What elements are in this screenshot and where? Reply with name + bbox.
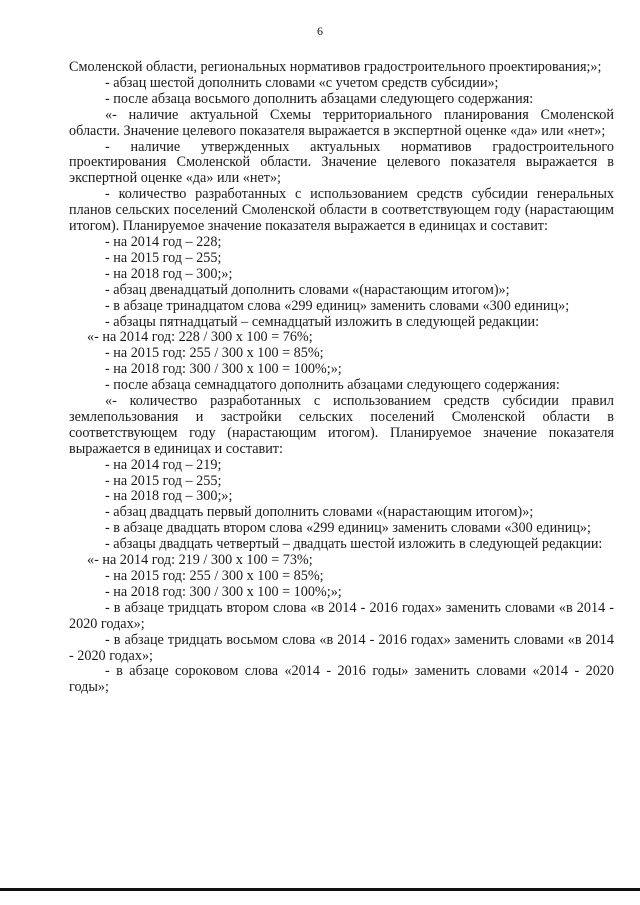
list-item: - на 2015 год: 255 / 300 х 100 = 85%; <box>105 345 324 362</box>
list-item: - на 2018 год: 300 / 300 х 100 = 100%;»; <box>105 583 342 600</box>
list-item: - на 2015 год – 255; <box>105 249 222 266</box>
list-item: - на 2015 год: 255 / 300 х 100 = 85%; <box>105 568 324 584</box>
list-item: - на 2014 год – 219; <box>105 456 222 473</box>
document-body <box>69 60 614 696</box>
paragraph: - количество разработанных с использованием средств субсидии генеральных планов сельских поселений Смоленской области в соответствующем году (нарастающим итогом). Планируемое значение показателя выражается в единицах и составит: <box>69 186 614 235</box>
list-item: «- на 2014 год: 219 / 300 х 100 = 73%; <box>87 552 313 569</box>
list-item: - на 2018 год: 300 / 300 х 100 = 100%;»; <box>105 361 342 378</box>
list-item: - на 2014 год – 228; <box>105 233 222 250</box>
paragraph: - в абзаце тридцать восьмом слова «в 2014 - 2016 годах» заменить словами «в 2014 - 2020 годах»; <box>69 631 614 664</box>
list-item: - на 2015 год – 255; <box>105 472 222 489</box>
paragraph: - абзац шестой дополнить словами «с учетом средств субсидии»; <box>105 74 499 91</box>
paragraph: - в абзаце тридцать втором слова «в 2014 - 2016 годах» заменить словами «в 2014 - 2020 годах»; <box>69 599 614 632</box>
paragraph: - абзацы двадцать четвертый – двадцать шестой изложить в следующей редакции: <box>105 536 603 553</box>
paragraph: - наличие утвержденных актуальных нормативов градостроительного проектирования Смоленской области. Значение целевого показателя выражается в экспертной оценке «да» или «нет»; <box>69 138 614 187</box>
paragraph: «- количество разработанных с использованием средств субсидии правил землепользования и застройки сельских поселений Смоленской области в соответствующем году (нарастающим итогом). Планируемое значение показателя выражается в единицах и составит: <box>69 393 614 457</box>
paragraph: - после абзаца семнадцатого дополнить абзацами следующего содержания: <box>105 377 560 394</box>
paragraph: «- наличие актуальной Схемы территориального планирования Смоленской области. Значение целевого показателя выражается в экспертной оценке «да» или «нет»; <box>69 106 614 139</box>
list-item: - на 2018 год – 300;»; <box>105 488 233 505</box>
paragraph: - абзац двенадцатый дополнить словами «(нарастающим итогом)»; <box>105 281 510 298</box>
paragraph: - после абзаца восьмого дополнить абзацами следующего содержания: <box>105 90 534 107</box>
paragraph: - в абзаце двадцать втором слова «299 единиц» заменить словами «300 единиц»; <box>105 520 591 537</box>
list-item: - на 2018 год – 300;»; <box>105 265 233 282</box>
paragraph: - абзацы пятнадцатый – семнадцатый изложить в следующей редакции: <box>105 313 540 330</box>
page-number: 6 <box>317 24 323 38</box>
paragraph: - абзац двадцать первый дополнить словами «(нарастающим итогом)»; <box>105 504 534 521</box>
paragraph: - в абзаце тринадцатом слова «299 единиц» заменить словами «300 единиц»; <box>105 297 570 314</box>
list-item: «- на 2014 год: 228 / 300 х 100 = 76%; <box>87 329 313 346</box>
bottom-rule <box>0 888 640 891</box>
paragraph: Смоленской области, региональных нормативов градостроительного проектирования;»; <box>69 59 602 75</box>
paragraph: - в абзаце сороковом слова «2014 - 2016 годы» заменить словами «2014 - 2020 годы»; <box>69 663 614 696</box>
